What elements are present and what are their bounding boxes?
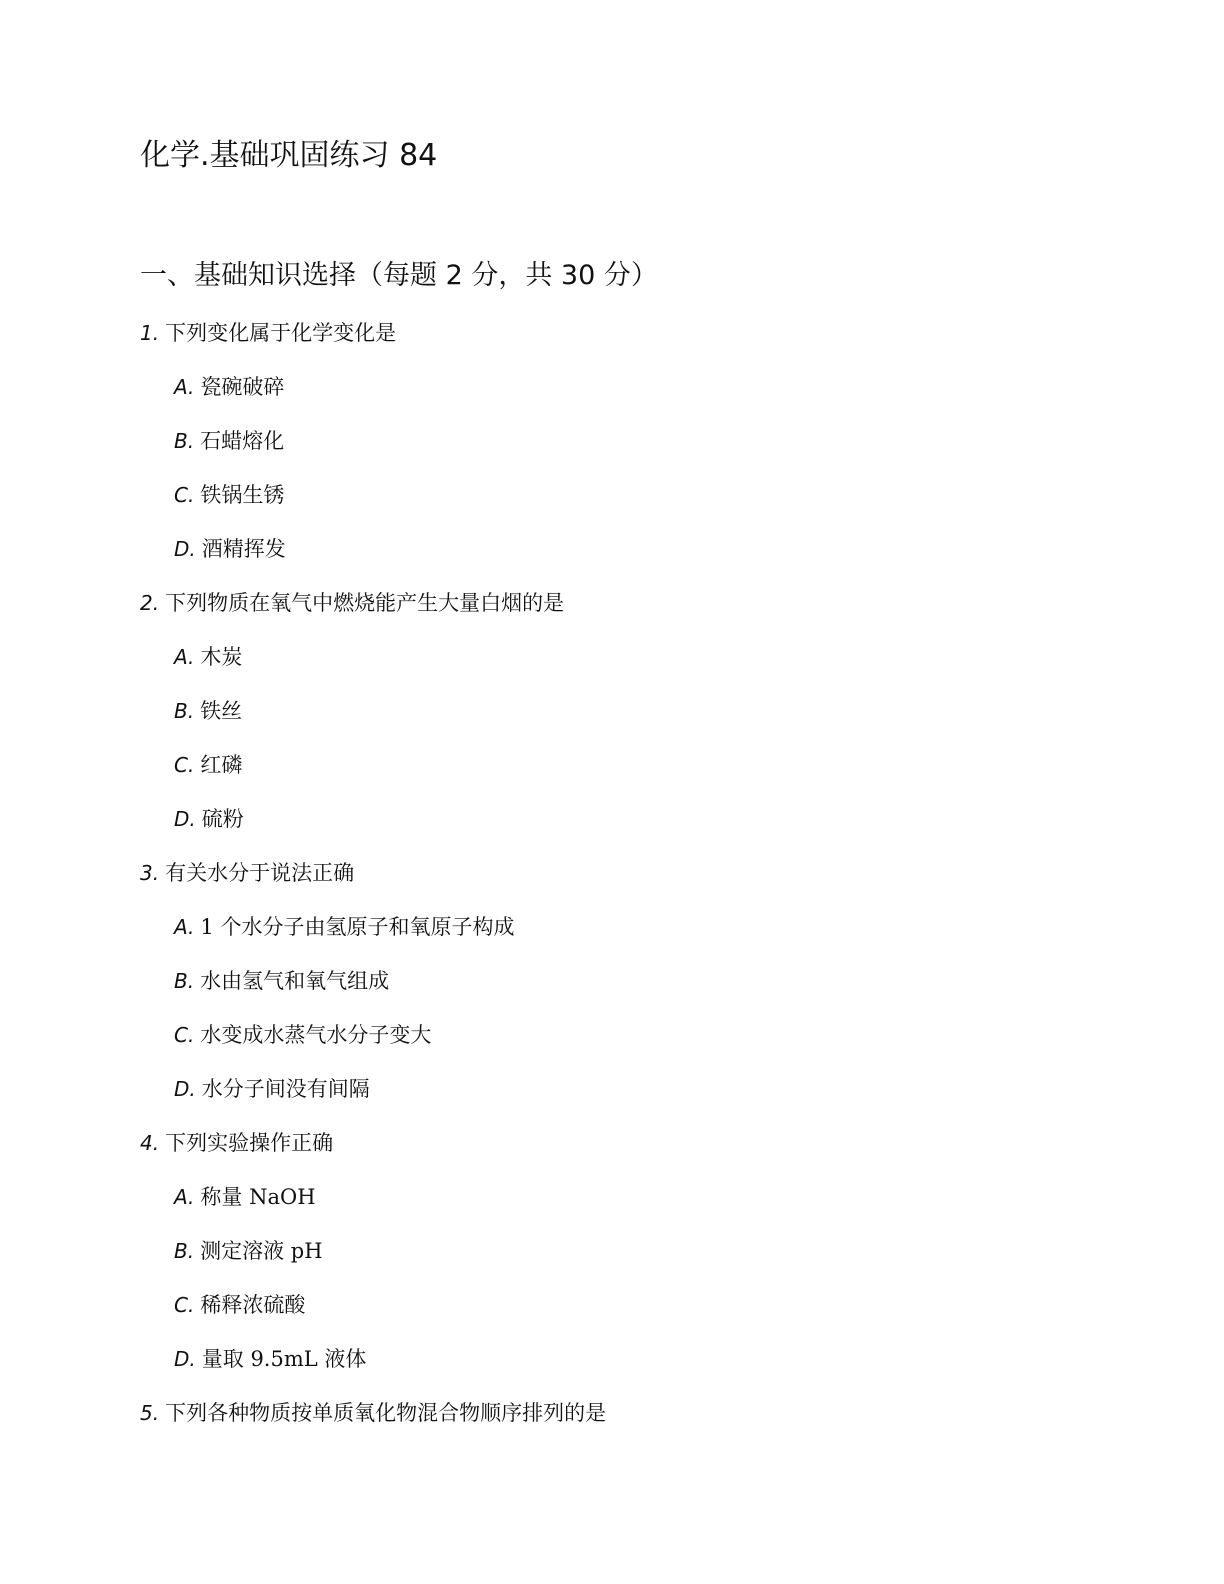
option-letter: A. [174,1185,195,1209]
question-3 [140,858,354,888]
option-text: 水分子间没有间隔 [201,1077,370,1101]
option-text: 木炭 [200,645,243,669]
question-text: 有关水分于说法正确 [165,861,355,885]
question-3-option-c[interactable] [174,1020,431,1050]
option-text: 铁锅生锈 [200,483,285,507]
option-text: 量取 9.5mL 液体 [201,1347,367,1371]
question-5 [140,1398,606,1428]
question-1-option-a[interactable] [174,372,284,402]
option-letter: A. [174,915,195,939]
question-1-option-d[interactable] [174,534,286,564]
question-1-option-b[interactable] [174,426,284,456]
question-text: 下列各种物质按单质氧化物混合物顺序排列的是 [165,1401,607,1425]
option-letter: A. [174,375,195,399]
question-number: 5. [140,1401,160,1425]
question-4-option-c[interactable] [174,1290,305,1320]
option-letter: B. [174,429,195,453]
question-4-option-b[interactable] [174,1236,323,1266]
question-number: 3. [140,861,160,885]
option-letter: D. [174,537,196,561]
option-letter: D. [174,807,196,831]
question-1-option-c[interactable] [174,480,284,510]
question-3-option-d[interactable] [174,1074,370,1104]
option-letter: C. [174,1023,195,1047]
option-text: 稀释浓硫酸 [200,1293,306,1317]
question-4 [140,1128,333,1158]
option-text: 石蜡熔化 [200,429,285,453]
question-text: 下列变化属于化学变化是 [165,321,397,345]
option-text: 水变成水蒸气水分子变大 [200,1023,432,1047]
question-3-option-b[interactable] [174,966,389,996]
option-text: 瓷碗破碎 [200,375,285,399]
question-2-option-a[interactable] [174,642,242,672]
option-letter: B. [174,1239,195,1263]
option-letter: B. [174,699,195,723]
question-4-option-d[interactable] [174,1344,366,1374]
question-2-option-b[interactable] [174,696,242,726]
option-letter: A. [174,645,195,669]
option-letter: C. [174,1293,195,1317]
question-2-option-c[interactable] [174,750,242,780]
question-3-option-a[interactable] [174,912,514,942]
question-2 [140,588,564,618]
option-letter: D. [174,1347,196,1371]
option-text: 红磷 [200,753,243,777]
option-text: 水由氢气和氧气组成 [200,969,390,993]
question-1 [140,318,396,348]
option-letter: C. [174,753,195,777]
question-text: 下列物质在氧气中燃烧能产生大量白烟的是 [165,591,565,615]
option-letter: B. [174,969,195,993]
option-letter: C. [174,483,195,507]
question-2-option-d[interactable] [174,804,244,834]
option-text: 硫粉 [201,807,244,831]
option-text: 测定溶液 pH [200,1239,323,1263]
question-text: 下列实验操作正确 [165,1131,334,1155]
section-heading: 一、基础知识选择（每题 2 分，共 30 分） [140,260,658,291]
option-text: 酒精挥发 [201,537,286,561]
document-title: 化学.基础巩固练习 84 [140,138,438,173]
question-number: 4. [140,1131,160,1155]
question-number: 2. [140,591,160,615]
question-number: 1. [140,321,160,345]
question-4-option-a[interactable] [174,1182,316,1212]
option-text: 称量 NaOH [200,1185,316,1209]
option-text: 铁丝 [200,699,243,723]
option-letter: D. [174,1077,196,1101]
option-text: 1 个水分子由氢原子和氧原子构成 [200,915,515,939]
